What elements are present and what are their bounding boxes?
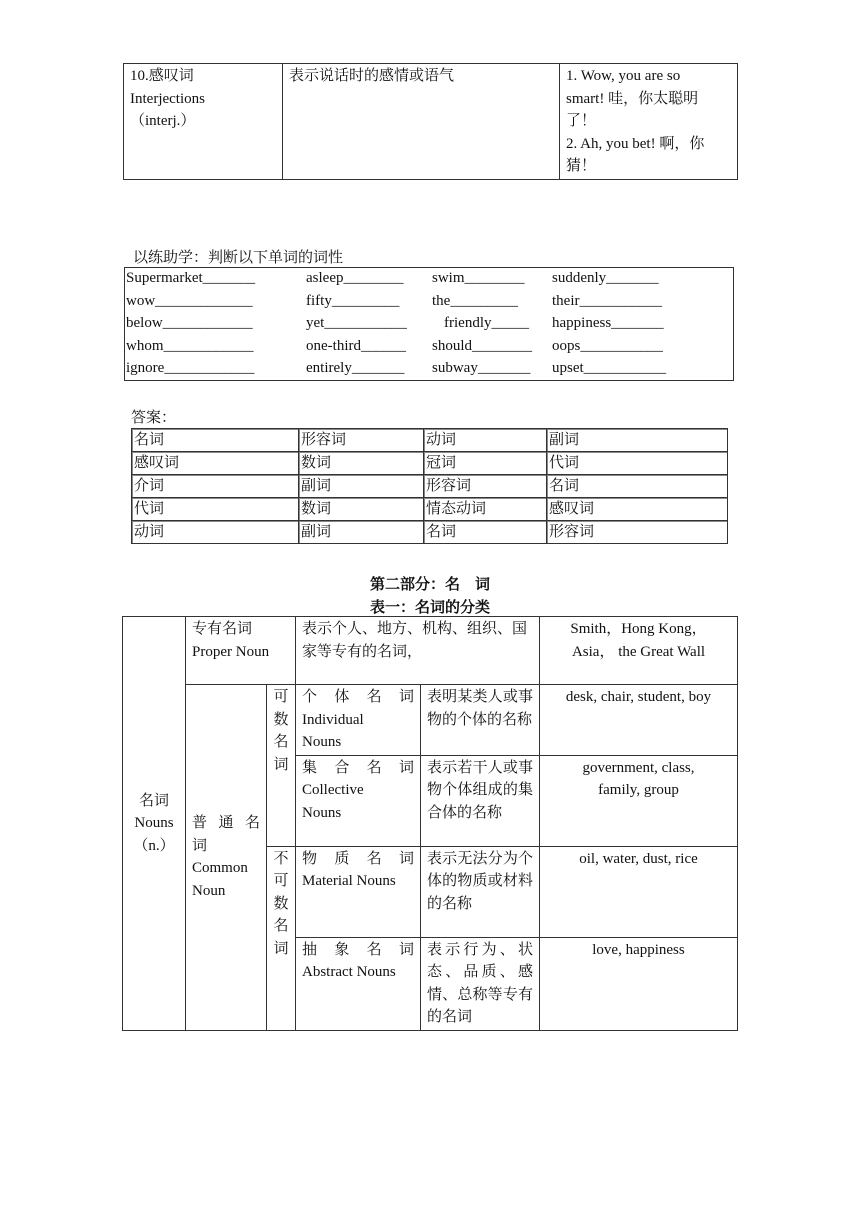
table-row — [132, 452, 728, 475]
proper-noun-label: 专有名词 — [192, 621, 253, 637]
uncountable-char: 词 — [273, 940, 289, 957]
section-title: 第二部分：名 词 — [369, 575, 490, 593]
answer-cell: 动词 — [132, 521, 299, 544]
interjection-table — [123, 63, 738, 180]
exercise-word: ignore____________ — [126, 360, 255, 377]
answer-cell: 形容词 — [547, 521, 728, 544]
exercise-word: their___________ — [552, 292, 662, 309]
noun-main-abbr: （n.） — [133, 837, 175, 854]
part-of-speech-english: Interjections — [130, 90, 205, 107]
example-line: Smith，Hong Kong， — [570, 621, 707, 637]
example-line: 了！ — [566, 113, 597, 129]
example-line: Asia， the Great Wall — [571, 643, 706, 660]
answer-cell: 感叹词 — [132, 452, 299, 475]
exercise-word: fifty_________ — [306, 292, 400, 309]
exercise-word: subway_______ — [432, 360, 531, 377]
answer-cell: 名词 — [132, 429, 299, 452]
exercise-word: upset___________ — [552, 360, 667, 377]
exercise-word: friendly_____ — [444, 315, 529, 332]
table-row — [124, 357, 735, 380]
collective-noun-desc: 表示若干人或事物个体组成的集合体的名称 — [421, 755, 540, 846]
exercise-word: entirely_______ — [306, 360, 405, 377]
exercise-word: oops___________ — [552, 337, 663, 354]
individual-noun-label: 个 体 名 词 — [302, 689, 414, 705]
noun-main-cell — [123, 617, 186, 1031]
example-line: smart! 哇，你太聪明 — [566, 90, 699, 107]
noun-classification-table — [122, 616, 738, 1031]
answer-cell: 数词 — [299, 452, 424, 475]
exercise-word: asleep________ — [306, 270, 404, 286]
table-row — [124, 64, 738, 180]
noun-main-label: 名词 — [138, 792, 169, 809]
table-row — [132, 498, 728, 521]
proper-noun-cell — [186, 617, 296, 685]
proper-noun-desc: 表示个人、地方、机构、组织、国家等专有的名词， — [296, 617, 540, 685]
individual-noun-examples: desk, chair, student, boy — [540, 685, 738, 756]
exercise-word: should________ — [432, 337, 533, 354]
table-title: 表一：名词的分类 — [369, 598, 490, 616]
description-cell — [283, 64, 560, 180]
part-of-speech-cell — [124, 64, 283, 180]
common-noun-english: Common — [192, 860, 248, 877]
noun-main-english: Nouns — [134, 815, 174, 831]
exercise-word: whom____________ — [126, 337, 254, 354]
example-line: 1. Wow, you are so — [566, 68, 681, 84]
answer-cell: 介词 — [132, 475, 299, 498]
individual-noun-english: Individual — [302, 711, 364, 728]
collective-noun-examples — [540, 755, 738, 846]
countable-char: 可 — [273, 689, 289, 705]
exercise-word: the_________ — [432, 292, 518, 309]
common-noun-label: 普 通 名 — [192, 815, 260, 832]
answer-cell: 情态动词 — [424, 498, 547, 521]
answer-cell: 冠词 — [424, 452, 547, 475]
example-line: 2. Ah, you bet! 啊，你 — [566, 135, 705, 152]
answer-cell: 名词 — [547, 475, 728, 498]
part-of-speech-abbr: （interj.） — [130, 113, 196, 129]
individual-noun-english-2: Nouns — [302, 734, 342, 750]
table-row — [123, 617, 738, 685]
answers-title: 答案： — [131, 410, 177, 426]
example-line: family, group — [598, 782, 679, 798]
answers-table — [131, 428, 728, 544]
table-row — [132, 475, 728, 498]
answer-cell: 动词 — [424, 429, 547, 452]
uncountable-cell — [267, 846, 296, 1030]
countable-cell — [267, 685, 296, 847]
collective-noun-english-2: Nouns — [302, 804, 342, 821]
answer-cell: 代词 — [132, 498, 299, 521]
answer-cell: 名词 — [424, 521, 547, 544]
proper-noun-examples — [540, 617, 738, 685]
table-row — [123, 685, 738, 756]
part-of-speech-name: 10.感叹词 — [130, 68, 194, 84]
answer-cell: 副词 — [299, 475, 424, 498]
answer-cell: 形容词 — [299, 429, 424, 452]
answer-cell: 感叹词 — [547, 498, 728, 521]
answer-cell: 副词 — [547, 429, 728, 452]
abstract-noun-desc: 表示行为、状态、品质、感情、总称等专有的名词 — [421, 937, 540, 1030]
proper-noun-english: Proper Noun — [192, 643, 270, 660]
uncountable-char: 可 — [273, 873, 289, 889]
collective-noun-cell — [296, 755, 421, 846]
material-noun-label: 物 质 名 词 — [302, 850, 414, 867]
example-line: government, class, — [582, 759, 695, 776]
countable-char: 数 — [273, 711, 289, 728]
table-row — [132, 429, 728, 452]
uncountable-char: 数 — [273, 895, 289, 912]
individual-noun-cell — [296, 685, 421, 756]
exercise-word: suddenly_______ — [552, 270, 659, 286]
exercise-word: yet___________ — [306, 315, 407, 332]
example-line: 猜！ — [566, 158, 597, 174]
common-noun-label-cont: 词 — [192, 837, 208, 854]
collective-noun-english: Collective — [302, 782, 364, 798]
material-noun-desc: 表示无法分为个体的物质或材料的名称 — [421, 846, 540, 937]
abstract-noun-cell — [296, 937, 421, 1030]
material-noun-english: Material Nouns — [302, 873, 396, 889]
abstract-noun-examples: love, happiness — [540, 937, 738, 1030]
exercise-word: happiness_______ — [552, 315, 664, 332]
exercise-word: Supermarket_______ — [126, 270, 256, 286]
example-cell — [560, 64, 738, 180]
exercise-word: below____________ — [126, 315, 253, 332]
abstract-noun-label: 抽 象 名 词 — [302, 941, 414, 958]
answer-cell: 形容词 — [424, 475, 547, 498]
common-noun-cell — [186, 685, 267, 1031]
exercise-title: 以练助学：判断以下单词的词性 — [133, 250, 344, 266]
countable-char: 名 — [273, 734, 289, 750]
individual-noun-desc: 表明某类人或事物的个体的名称 — [421, 685, 540, 756]
answer-cell: 代词 — [547, 452, 728, 475]
abstract-noun-english: Abstract Nouns — [302, 964, 396, 980]
common-noun-english-2: Noun — [192, 882, 226, 899]
description-text: 表示说话时的感情或语气 — [289, 68, 455, 84]
table-row — [124, 335, 735, 358]
uncountable-char: 名 — [273, 918, 289, 934]
material-noun-cell — [296, 846, 421, 937]
exercise-word: wow_____________ — [126, 292, 253, 309]
exercise-word: swim________ — [432, 270, 525, 286]
collective-noun-label: 集 合 名 词 — [302, 759, 414, 776]
table-row — [124, 290, 735, 313]
answer-cell: 数词 — [299, 498, 424, 521]
exercise-table — [124, 267, 735, 380]
exercise-word: one-third______ — [306, 337, 406, 354]
table-row — [124, 267, 735, 290]
uncountable-char: 不 — [273, 850, 289, 867]
table-row — [132, 521, 728, 544]
answer-cell: 副词 — [299, 521, 424, 544]
countable-char: 词 — [273, 756, 289, 773]
table-row — [124, 312, 735, 335]
material-noun-examples: oil, water, dust, rice — [540, 846, 738, 937]
